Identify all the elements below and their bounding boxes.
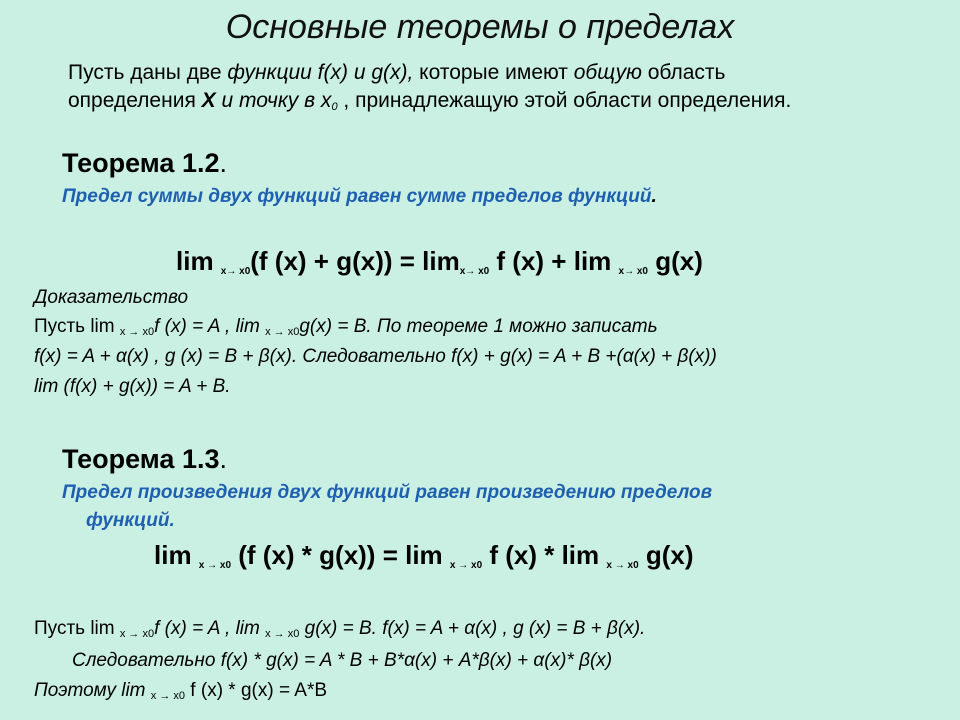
formula-subscript: x → x0 <box>198 560 232 571</box>
theorem-dot: . <box>219 148 227 178</box>
intro-text: Пусть даны две <box>68 61 228 84</box>
proof-1-3-line-2: Следовательно f(x) * g(x) = A * B + B*α(x) + A*β(x) + α(x)* β(x) <box>72 650 613 671</box>
proof-text: g(x) = B. По теореме 1 можно записать <box>299 316 658 337</box>
proof-subscript: x → x0 <box>150 690 186 702</box>
statement-text: Предел суммы двух функций равен сумме пределов функций <box>62 186 652 207</box>
proof-1-2-line-3: lim (f(x) + g(x)) = A + B. <box>34 376 231 397</box>
intro-text: которые имеют <box>419 61 574 84</box>
formula-subscript: x→ x0 <box>220 266 251 277</box>
proof-subscript: x → x0 <box>265 326 300 338</box>
proof-1-3-line-1 <box>34 618 645 640</box>
proof-text: f (x) = A , lim <box>154 618 266 639</box>
theorem-dot: . <box>219 444 227 474</box>
intro-line-2 <box>68 86 791 122</box>
intro-text: функции f(x) и g(x), <box>227 61 420 84</box>
formula-part: f (x) * lim <box>482 540 607 570</box>
intro-line-1 <box>68 58 725 88</box>
theorem-1-3-statement-line-1: Предел произведения двух функций равен произведению пределов <box>62 482 713 503</box>
proof-1-2-line-2: f(x) = A + α(x) , g (x) = B + β(x). Следовательно f(x) + g(x) = A + B +(α(x) + β(x)) <box>34 346 717 367</box>
proof-text: Пусть lim <box>34 316 120 337</box>
proof-1-3-line-3 <box>34 680 327 702</box>
formula-part: lim <box>154 540 199 570</box>
proof-1-2-line-1 <box>34 316 658 338</box>
theorem-1-3-statement-line-2: функций. <box>86 510 175 531</box>
theorem-1-3-formula <box>154 540 694 571</box>
formula-subscript: x → x0 <box>449 560 483 571</box>
intro-text: , принадлежащую этой области определения. <box>337 89 792 112</box>
intro-text: определения <box>68 89 202 112</box>
formula-part: g(x) <box>647 246 703 276</box>
formula-subscript: x→ x0 <box>459 266 490 277</box>
proof-subscript: x → x0 <box>265 628 300 640</box>
theorem-label: Теорема 1.3 <box>62 444 220 474</box>
theorem-label: Теорема 1.2 <box>62 148 220 178</box>
formula-part: g(x) <box>638 540 694 570</box>
intro-domain-X: Х <box>201 89 216 112</box>
theorem-1-3-heading <box>62 444 227 475</box>
intro-text: и точку в x <box>215 89 332 112</box>
theorem-1-2-heading <box>62 148 227 179</box>
formula-part: (f (x) + g(x)) = lim <box>250 246 460 276</box>
proof-text: f (x) * g(x) = A*B <box>185 680 328 701</box>
intro-text: область <box>647 61 726 84</box>
theorem-1-2-statement <box>62 186 657 208</box>
proof-text: Пусть lim <box>34 618 120 639</box>
proof-subscript: x → x0 <box>119 326 155 338</box>
proof-heading: Доказательство <box>34 287 189 308</box>
statement-dot: . <box>651 186 657 207</box>
slide-title: Основные теоремы о пределах <box>225 8 735 46</box>
proof-text: g(x) = B. f(x) = A + α(x) , g (x) = B + β(x). <box>299 618 646 639</box>
formula-subscript: x→ x0 <box>618 266 648 277</box>
formula-part: f (x) + lim <box>489 246 619 276</box>
proof-subscript: x → x0 <box>119 628 155 640</box>
intro-subscript: 0 <box>331 101 338 113</box>
intro-text: общую <box>573 61 648 84</box>
formula-part: (f (x) * g(x)) = lim <box>231 540 450 570</box>
formula-subscript: x → x0 <box>606 560 639 571</box>
formula-part: lim <box>176 246 221 276</box>
proof-text: f (x) = A , lim <box>154 316 266 337</box>
proof-text: Поэтому lim <box>34 680 151 701</box>
theorem-1-2-formula <box>176 246 703 277</box>
